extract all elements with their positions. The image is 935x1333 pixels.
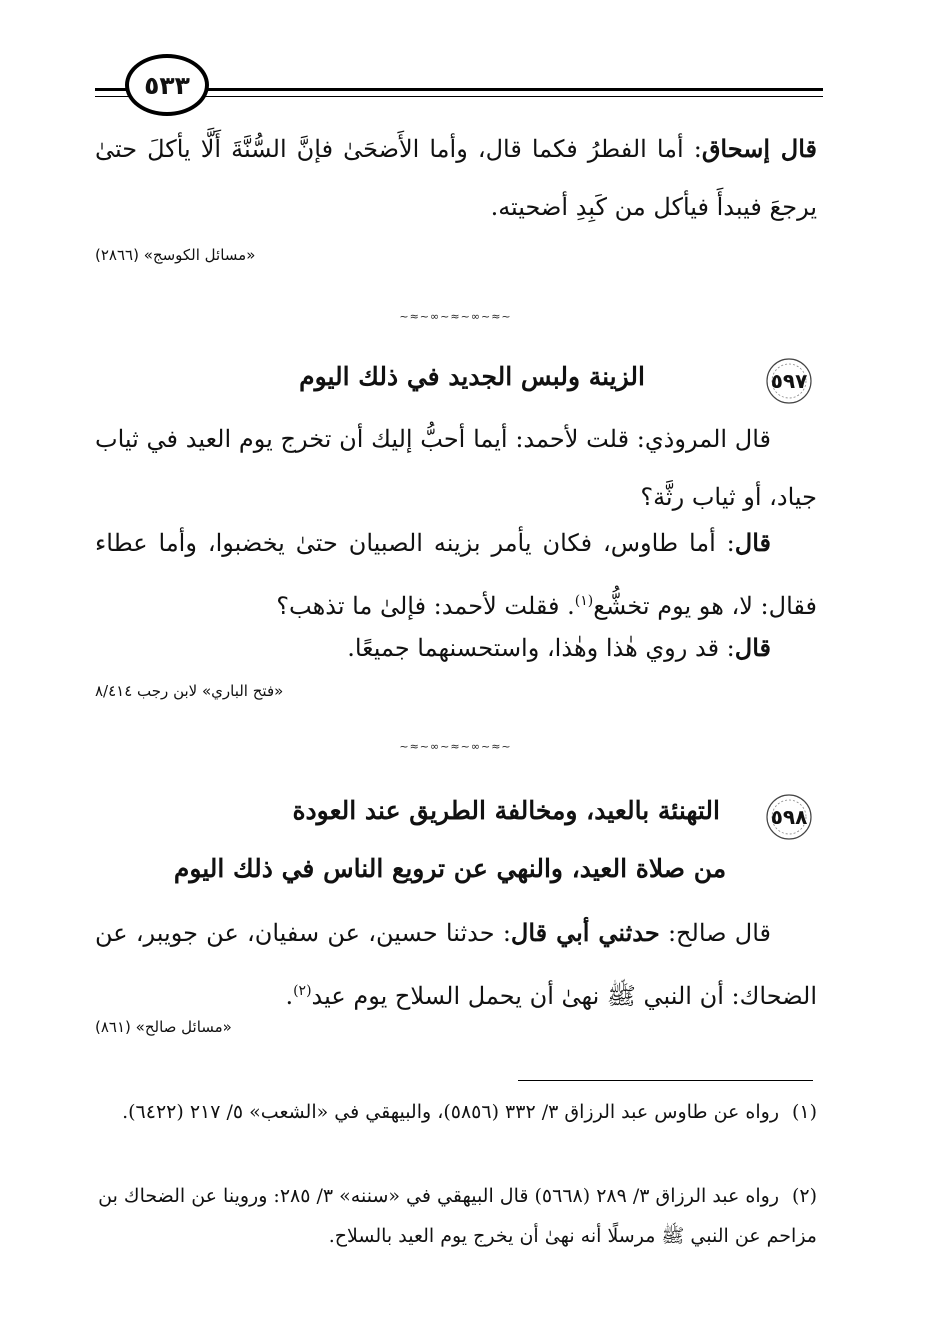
intro-speaker: قال إسحاق <box>701 134 817 163</box>
ornament-divider: ~≈~∞~≈~∞~≈~ <box>399 740 512 753</box>
intro-text: : أما الفطرُ فكما قال، وأما الأَضحَىٰ فإنَّ السُّنَّةَ أَلَّا يأكلَ حتىٰ يرجعَ فيبدأَ فيأكل من كَبِدِ أضحيته. <box>95 135 817 221</box>
section-597-para-1: قال المروذي: قلت لأحمد: أيما أحبُّ إليك أن تخرج يوم العيد في ثياب جياد، أو ثياب رثَّة؟ <box>95 425 817 511</box>
intro-paragraph <box>95 120 817 236</box>
section-number-badge: ٥٩٧ <box>760 356 818 406</box>
intro-source: «مسائل الكوسج» (٢٨٦٦) <box>95 246 256 264</box>
ornament-divider: ~≈~∞~≈~∞~≈~ <box>399 310 512 323</box>
section-598-para-1: قال صالح: حدثني أبي قال: حدثنا حسين، عن سفيان، عن جويبر، عن الضحاك: أن النبي ﷺ نهىٰ أن يحمل السلاح يوم عيد$^{(٢)}$. <box>95 918 817 1010</box>
footnote-rule <box>518 1080 813 1081</box>
page-header <box>95 44 823 114</box>
section-597-title: الزينة ولبس الجديد في ذلك اليوم <box>299 362 645 391</box>
section-598-title-line-1: التهنئة بالعيد، ومخالفة الطريق عند العودة <box>292 796 720 825</box>
footnote-1: (١)رواه عن طاوس عبد الرزاق ٣/ ٣٣٢ (٥٨٥٦)، والبيهقي في «الشعب» ٥/ ٢١٧ (٦٤٢٢). <box>122 1101 817 1123</box>
footnote-2: (٢)رواه عبد الرزاق ٣/ ٢٨٩ (٥٦٦٨) قال البيهقي في «سننه» ٣/ ٢٨٥: وروينا عن الضحاك بن مزاحم عن النبي ﷺ مرسلًا أنه نهىٰ أن يخرج يوم العيد بالسلاح. <box>98 1185 817 1247</box>
page-number: ٥٣٣ <box>125 54 209 116</box>
section-597-para-3: قال: قد روي هٰذا وهٰذا، واستحسنهما جميعًا. <box>347 633 771 662</box>
section-598-title-line-2: من صلاة العيد، والنهي عن ترويع الناس في ذلك اليوم <box>173 854 727 883</box>
section-597-para-2: قال: أما طاوس، فكان يأمر بزينه الصبيان حتىٰ يخضبوا، وأما عطاء فقال: لا، هو يوم تخشُّع$^{(١)}$. فقلت لأحمد: فإلىٰ ما تذهب؟ <box>95 528 817 620</box>
section-number-badge: ٥٩٨ <box>760 792 818 842</box>
section-597-source: «فتح الباري» لابن رجب ٨/٤١٤ <box>95 682 284 700</box>
section-598-source: «مسائل صالح» (٨٦١) <box>95 1018 232 1036</box>
